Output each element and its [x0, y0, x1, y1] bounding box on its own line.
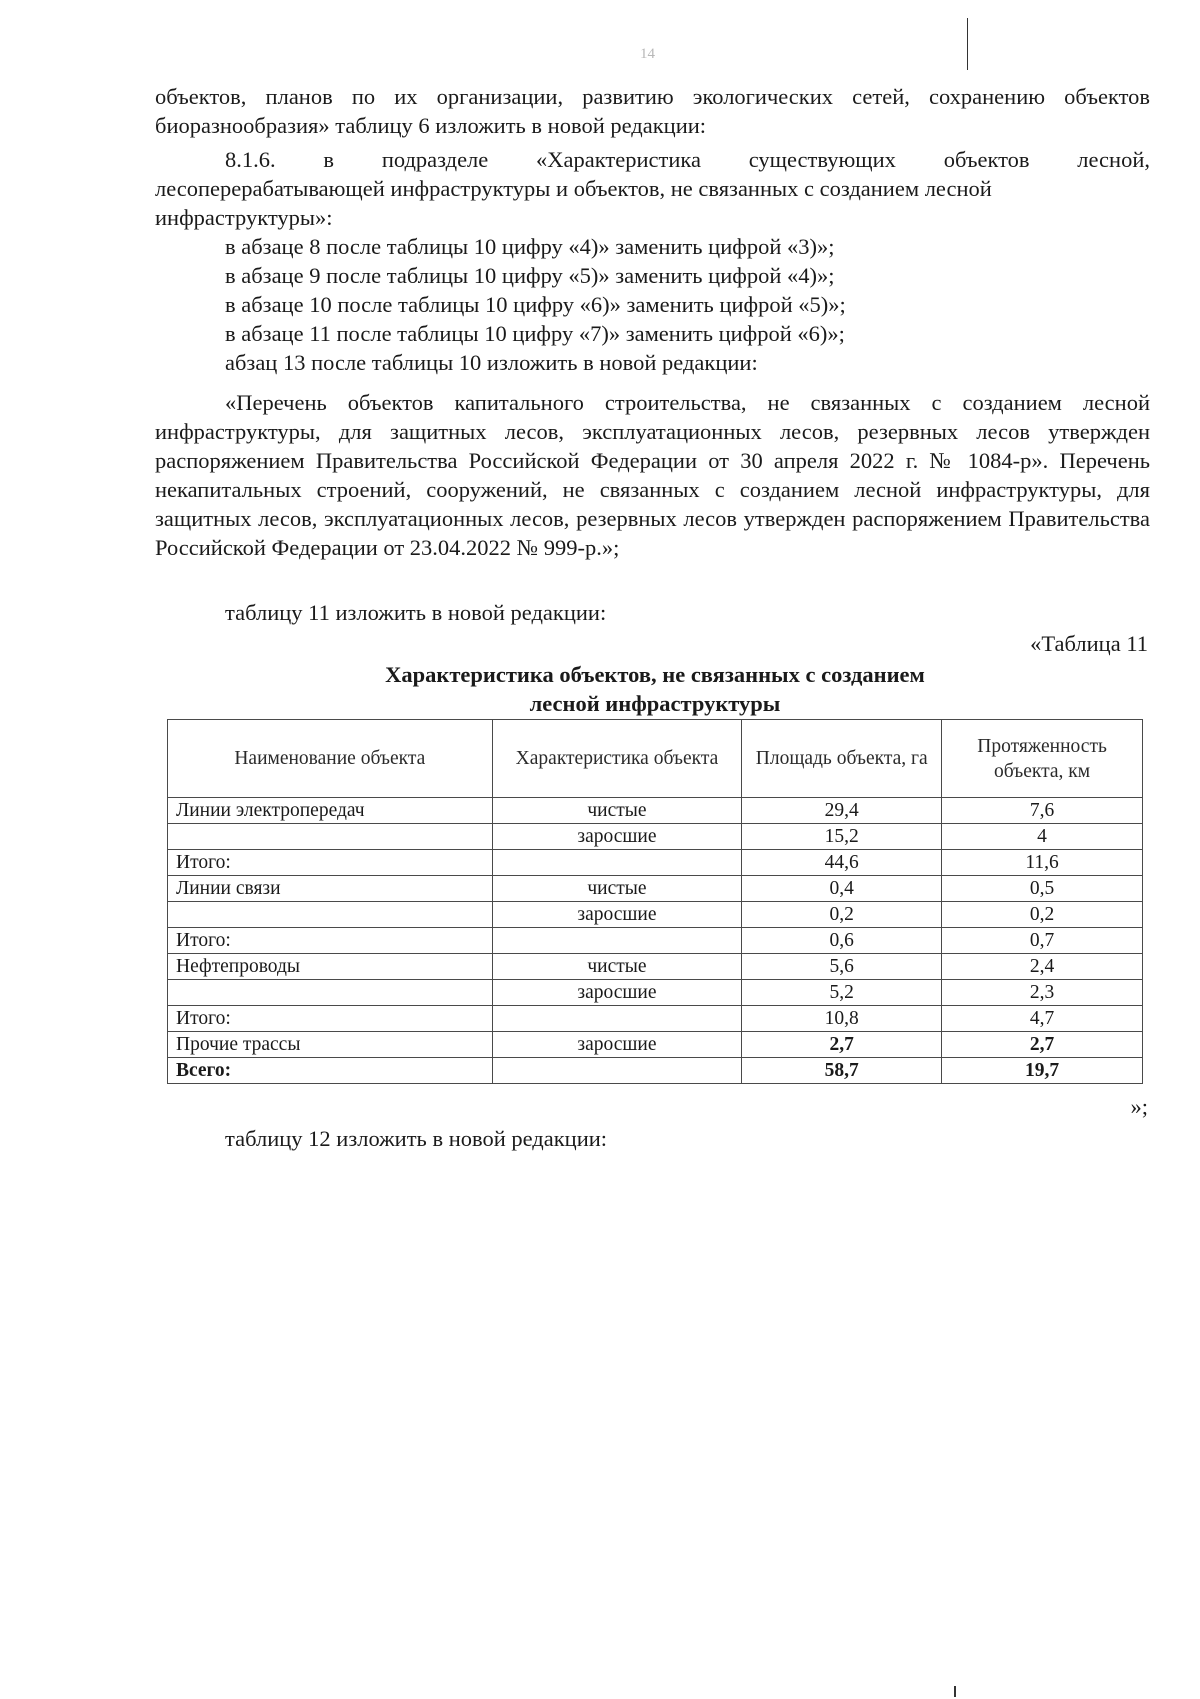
cell-area: 0,4 [742, 876, 942, 902]
cell-area: 5,6 [742, 954, 942, 980]
cell-area: 15,2 [742, 824, 942, 850]
cell-name [168, 980, 493, 1006]
paragraph-2-line-1: 8.1.6. в подразделе «Характеристика существующих объектов лесной, [225, 147, 1150, 172]
cell-characteristic: заросшие [492, 1032, 742, 1058]
paragraph-block-5 [155, 598, 1150, 627]
cell-area: 5,2 [742, 980, 942, 1006]
paragraph-6: в абзаце 11 после таблицы 10 цифру «7)» заменить цифрой «6)»; [225, 321, 845, 346]
table-caption: «Таблица 11 [1030, 631, 1148, 656]
cell-length: 19,7 [942, 1058, 1143, 1084]
cell-name: Линии связи [168, 876, 493, 902]
cell-length: 7,6 [942, 798, 1143, 824]
cell-name: Линии электропередач [168, 798, 493, 824]
table-closing-quote: »; [1130, 1094, 1148, 1119]
table-title-line-2: лесной инфраструктуры [529, 691, 781, 716]
paragraph-8: «Перечень объектов капитального строительства, не связанных с созданием лесной инфраструктуры, для защитных лесов, эксплуатационных лесов, резервных лесов утвержден распоряжением Правительства Российской Федерации от 30 апреля 2022 г. № 1084-р». Перечень некапитальных строений, сооружений, не связанных с созданием лесной инфраструктуры, для защитных лесов, эксплуатационных лесов, резервных лесов утвержден распоряжением Правительства Российской Федерации от 23.04.2022 № 999-р.»; [155, 390, 1150, 560]
paragraph-3: в абзаце 8 после таблицы 10 цифру «4)» заменить цифрой «3)»; [225, 234, 835, 259]
cell-area: 0,2 [742, 902, 942, 928]
cell-name: Нефтепроводы [168, 954, 493, 980]
cell-area: 58,7 [742, 1058, 942, 1084]
table-header-row [168, 720, 1143, 798]
cell-area: 10,8 [742, 1006, 942, 1032]
cell-area: 29,4 [742, 798, 942, 824]
cell-length: 4,7 [942, 1006, 1143, 1032]
cell-characteristic: чистые [492, 798, 742, 824]
page-number: 14 [640, 46, 655, 62]
table-row [168, 928, 1143, 954]
table-row [168, 1032, 1143, 1058]
cell-name: Прочие трассы [168, 1032, 493, 1058]
scan-artifact-line [967, 18, 968, 70]
cell-length: 4 [942, 824, 1143, 850]
scan-artifact-mark [954, 1686, 956, 1697]
paragraph-5: в абзаце 10 после таблицы 10 цифру «6)» заменить цифрой «5)»; [225, 292, 846, 317]
paragraph-2-line-2: лесоперерабатывающей инфраструктуры и объектов, не связанных с созданием лесной инфраструктуры»: [155, 176, 992, 230]
table-title-line-1: Характеристика объектов, не связанных с созданием [385, 662, 925, 687]
cell-name: Итого: [168, 1006, 493, 1032]
cell-characteristic: чистые [492, 954, 742, 980]
paragraph-9: таблицу 11 изложить в новой редакции: [225, 600, 607, 625]
cell-length: 0,7 [942, 928, 1143, 954]
cell-characteristic: заросшие [492, 980, 742, 1006]
cell-length: 2,3 [942, 980, 1143, 1006]
paragraph-block-4 [155, 388, 1150, 562]
cell-length: 0,2 [942, 902, 1143, 928]
table-row [168, 824, 1143, 850]
cell-name: Всего: [168, 1058, 493, 1084]
cell-length: 2,4 [942, 954, 1143, 980]
paragraph-7: абзац 13 после таблицы 10 изложить в новой редакции: [225, 350, 758, 375]
cell-length: 2,7 [942, 1032, 1143, 1058]
cell-area: 0,6 [742, 928, 942, 954]
paragraph-block-6 [155, 1124, 1150, 1153]
table-title [0, 660, 1200, 718]
table-total-row [168, 1058, 1143, 1084]
header-characteristic: Характеристика объекта [492, 720, 742, 798]
table-row [168, 798, 1143, 824]
header-area: Площадь объекта, га [742, 720, 942, 798]
table-row [168, 850, 1143, 876]
table-row [168, 902, 1143, 928]
cell-length: 11,6 [942, 850, 1143, 876]
paragraph-4: в абзаце 9 после таблицы 10 цифру «5)» заменить цифрой «4)»; [225, 263, 835, 288]
paragraph-block-3 [155, 232, 1150, 377]
table-row [168, 876, 1143, 902]
cell-characteristic [492, 850, 742, 876]
header-length: Протяженность объекта, км [942, 720, 1143, 798]
paragraph-block-1 [155, 82, 1150, 140]
paragraph-1: объектов, планов по их организации, развитию экологических сетей, сохранению объектов биоразнообразия» таблицу 6 изложить в новой редакции: [155, 84, 1150, 138]
paragraph-block-2 [155, 145, 1150, 232]
cell-name: Итого: [168, 928, 493, 954]
cell-characteristic: заросшие [492, 824, 742, 850]
cell-area: 44,6 [742, 850, 942, 876]
table-row [168, 1006, 1143, 1032]
cell-name: Итого: [168, 850, 493, 876]
cell-characteristic [492, 928, 742, 954]
cell-characteristic: заросшие [492, 902, 742, 928]
cell-name [168, 824, 493, 850]
table-row [168, 980, 1143, 1006]
cell-characteristic: чистые [492, 876, 742, 902]
cell-length: 0,5 [942, 876, 1143, 902]
cell-characteristic [492, 1006, 742, 1032]
cell-characteristic [492, 1058, 742, 1084]
paragraph-10: таблицу 12 изложить в новой редакции: [225, 1126, 608, 1151]
table-row [168, 954, 1143, 980]
header-name: Наименование объекта [168, 720, 493, 798]
cell-name [168, 902, 493, 928]
cell-area: 2,7 [742, 1032, 942, 1058]
objects-table [167, 719, 1143, 1084]
